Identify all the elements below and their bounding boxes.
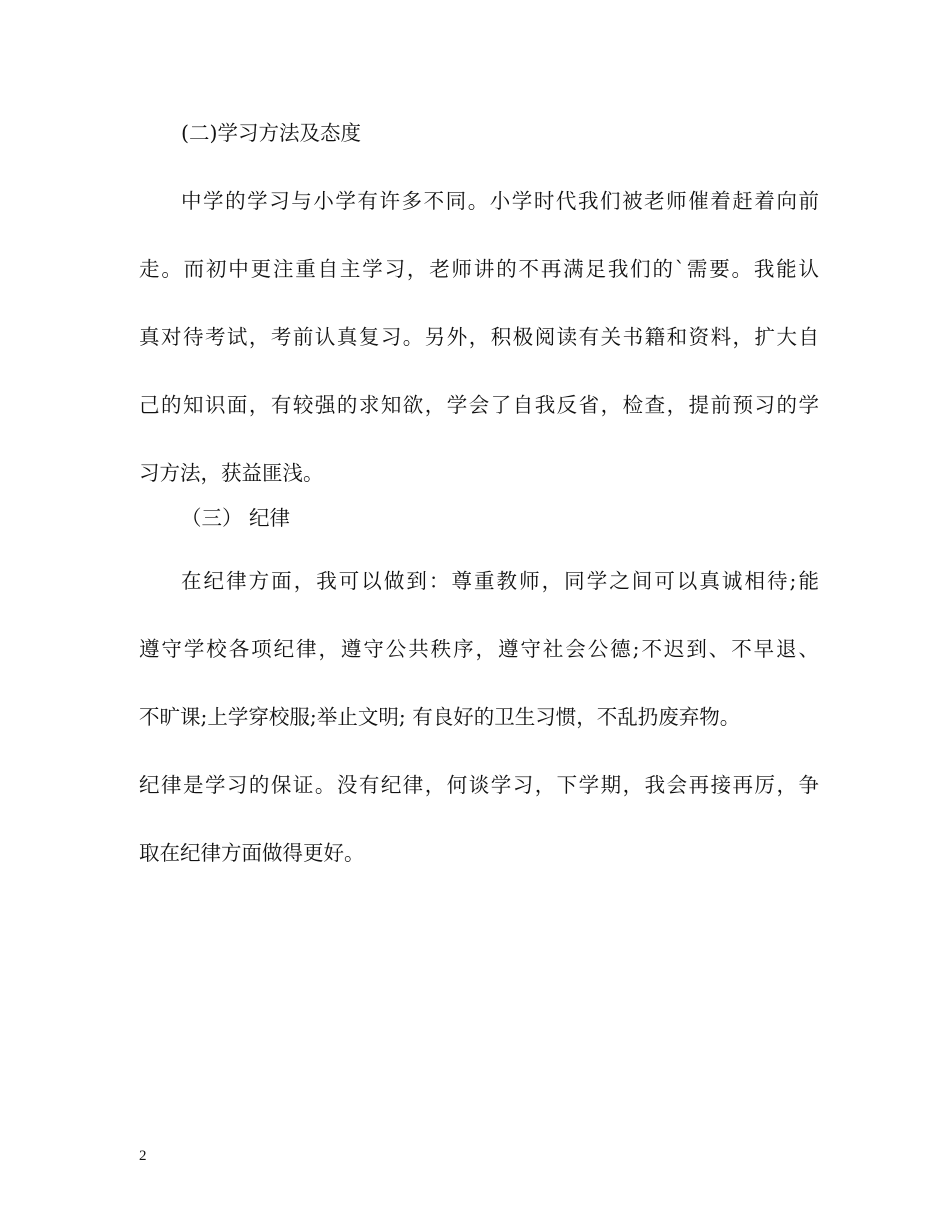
paragraph-line: 中学的学习与小学有许多不同。小学时代我们被老师催着赶着向前 xyxy=(181,189,819,213)
page-number: 2 xyxy=(139,1148,147,1164)
paragraph-line: 习方法，获益匪浅。 xyxy=(139,461,324,485)
paragraph-line: 不旷课;上学穿校服;举止文明; 有良好的卫生习惯，不乱扔废弃物。 xyxy=(139,705,741,729)
paragraph-line: 己的知识面，有较强的求知欲，学会了自我反省，检查，提前预习的学 xyxy=(139,393,819,417)
document-body xyxy=(139,118,819,868)
section-heading-discipline: （三） 纪律 xyxy=(181,506,291,530)
paragraph-line: 在纪律方面，我可以做到：尊重教师，同学之间可以真诚相待;能 xyxy=(181,569,819,593)
paragraph-line: 走。而初中更注重自主学习，老师讲的不再满足我们的`需要。我能认 xyxy=(139,257,819,281)
paragraph-line: 真对待考试，考前认真复习。另外，积极阅读有关书籍和资料，扩大自 xyxy=(139,325,819,349)
paragraph-line: 纪律是学习的保证。没有纪律，何谈学习，下学期，我会再接再厉，争 xyxy=(139,773,819,797)
paragraph-line: 遵守学校各项纪律，遵守公共秩序，遵守社会公德;不迟到、不早退、 xyxy=(139,637,819,661)
paragraph-line: 取在纪律方面做得更好。 xyxy=(139,841,365,865)
section-heading-study-methods: (二)学习方法及态度 xyxy=(181,121,361,145)
